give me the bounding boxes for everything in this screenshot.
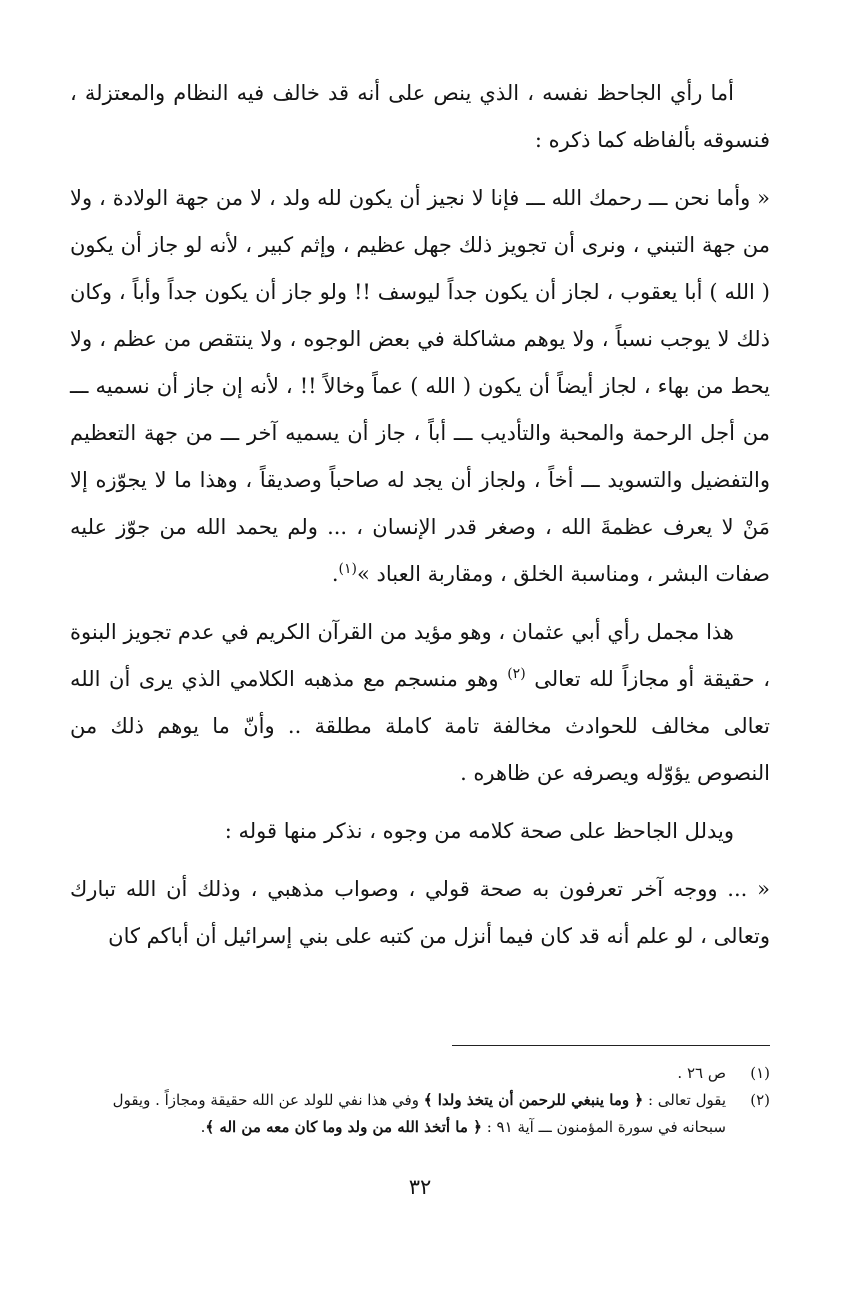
paragraph-quote-second: [70, 866, 770, 960]
evidence-intro-text: ويدلل الجاحظ على صحة كلامه من وجوه ، نذكر منها قوله :: [224, 819, 734, 843]
summary-text-part1: هذا مجمل رأي أبي عثمان ، وهو مؤيد من القرآن الكريم في عدم تجويز البنوة ، حقيقة أو مجازاً لله تعالى: [70, 620, 770, 691]
footnote-2-middle: وفي هذا نفي للولد عن الله حقيقة ومجازاً . ويقول سبحانه في سورة المؤمنون ـــ آية ٩١ :: [112, 1091, 726, 1136]
footnote-2-quran-quote-2: ﴿ ما أتخذ الله من ولد وما كان معه من اله ﴾: [205, 1118, 482, 1136]
page-number: ٣٢: [408, 1175, 432, 1199]
paragraph-intro-text: أما رأي الجاحظ نفسه ، الذي ينص على أنه قد خالف فيه النظام والمعتزلة ، فنسوقه بألفاظه كما ذكره :: [70, 81, 770, 152]
footnote-2: [70, 1087, 770, 1141]
footnote-1-text: ص ٢٦ .: [677, 1064, 726, 1082]
footnote-ref-1[interactable]: (١): [338, 561, 357, 577]
paragraph-intro: [70, 70, 770, 164]
quote-second-text: « ... ووجه آخر تعرفون به صحة قولي ، وصواب مذهبي ، وذلك أن الله تبارك وتعالى ، لو علم أنه قد كان فيما أنزل من كتبه على بني إسرائيل أن أباكم كان: [70, 877, 770, 948]
book-page: [70, 70, 770, 1270]
paragraph-quote-jahiz: [70, 175, 770, 598]
summary-text-part2: وهو منسجم مع مذهبه الكلامي الذي يرى أن الله تعالى مخالف للحوادث مخالفة تامة كاملة مطلقة .. وأنّ ما يوهم ذلك من النصوص يؤوّله ويصرفه عن ظاهره .: [70, 667, 770, 785]
paragraph-evidence-intro: [70, 808, 770, 855]
quote-jahiz-text: « وأما نحن ـــ رحمك الله ـــ فإنا لا نجيز أن يكون لله ولد ، لا من جهة الولادة ، ولا من جهة التبني ، ونرى أن تجويز ذلك جهل عظيم ، وإثم كبير ، لأنه لو جاز أن يكون ( الله ) أبا يعقوب ، لجاز أن يكون جداً ليوسف !! ولو جاز أن يكون جداً وأباً ، وكان ذلك لا يوجب نسباً ، ولا يوهم مشاكلة في بعض الوجوه ، ولا ينتقص من عظم ، ولا يحط من بهاء ، لجاز أيضاً أن يكون ( الله ) عماً وخالاً !! ، لأنه إن جاز أن نسميه ـــ من أجل الرحمة والمحبة والتأديب ـــ أباً ، جاز أن يسميه آخر ـــ من جهة التعظيم والتفضيل والتسويد ـــ أخاً ، ولجاز أن يجد له صاحباً وصديقاً ، وهذا ما لا يجوّزه إلا مَنْ لا يعرف عظمةَ الله ، وصغر قدر الإنسان ، ... ولم يحمد الله من جوّز عليه صفات البشر ، ومناسبة الخلق ، ومقاربة العباد »: [70, 186, 770, 586]
footnote-2-quran-quote-1: ﴿ وما ينبغي للرحمن أن يتخذ ولدا ﴾: [423, 1091, 644, 1109]
footnote-2-mark: (٢): [750, 1091, 770, 1109]
paragraph-summary: [70, 609, 770, 797]
footnote-2-lead: يقول تعالى :: [647, 1091, 726, 1109]
footnote-1: [70, 1060, 770, 1087]
footnote-divider: [452, 1045, 770, 1046]
quote-jahiz-end-punct: .: [331, 562, 339, 586]
footnote-2-body: [70, 1087, 726, 1141]
footnote-ref-2[interactable]: (٢): [507, 666, 526, 682]
footnote-2-end: .: [200, 1118, 206, 1136]
footnotes-section: [70, 1060, 770, 1141]
footnote-1-mark: (١): [750, 1064, 770, 1082]
